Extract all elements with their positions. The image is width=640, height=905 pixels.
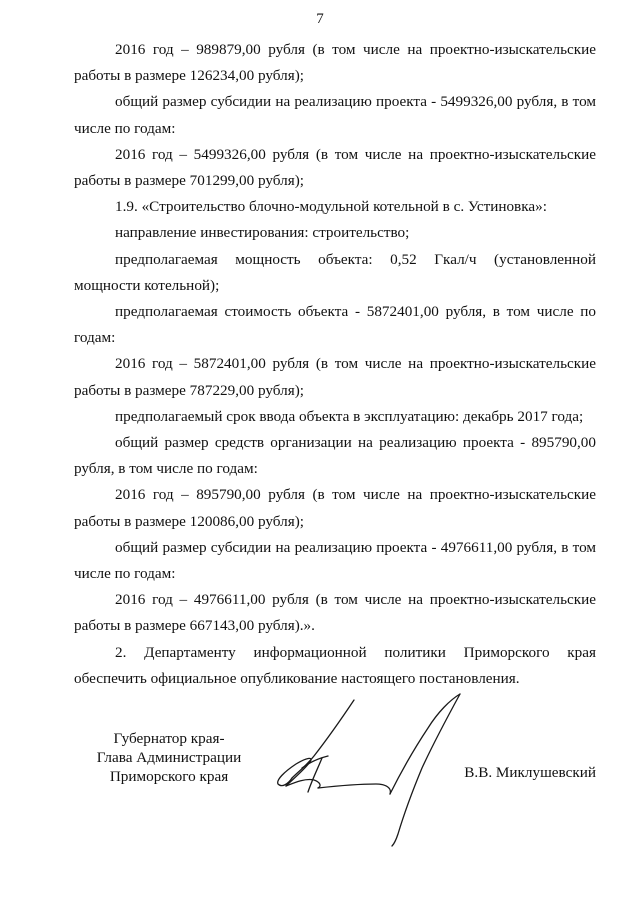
paragraph-estimated-cost: предполагаемая стоимость объекта - 5872401,00 рубля, в том числе по годам: (74, 303, 596, 347)
paragraph-investment-direction: направление инвестирования: строительство; (115, 224, 410, 242)
paragraph-2016-subsidy-2: 2016 год – 4976611,00 рубля (в том числе на проектно-изыскательские работы в размере 667143,00 рубля).». (74, 591, 596, 635)
paragraph-2016-cost: 2016 год – 5872401,00 рубля (в том числе на проектно-изыскательские работы в размере 787229,00 рубля); (74, 355, 596, 399)
paragraph-capacity: предполагаемая мощность объекта: 0,52 Гкал/ч (установленной мощности котельной); (74, 250, 596, 294)
signatory-title-line-3: Приморского края (109, 768, 229, 785)
document-body (74, 37, 596, 692)
paragraph-organization-funds: общий размер средств организации на реализацию проекта - 895790,00 рубля, в том числе по годам: (74, 434, 596, 478)
paragraph-subsidy-total-2: общий размер субсидии на реализацию проекта - 4976611,00 рубля, в том числе по годам: (74, 538, 596, 583)
signatory-title-line-2: Глава Администрации (96, 749, 242, 766)
paragraph-2016-organization-funds: 2016 год – 895790,00 рубля (в том числе на проектно-изыскательские работы в размере 120086,00 рубля); (74, 486, 596, 530)
paragraph-publication-order: 2. Департаменту информационной политики Приморского края обеспечить официальное опубликование настоящего постановления. (74, 643, 596, 687)
paragraph-project-heading: 1.9. «Строительство блочно-модульной котельной в с. Устиновка»: (115, 198, 547, 216)
paragraph-2016-funding-1: 2016 год – 989879,00 рубля (в том числе на проектно-изыскательские работы в размере 126234,00 рубля); (74, 41, 596, 85)
paragraph-subsidy-total-1: общий размер субсидии на реализацию проекта - 5499326,00 рубля, в том числе по годам: (74, 93, 596, 137)
signatory-title (74, 729, 264, 786)
page-number: 7 (316, 11, 324, 27)
handwritten-signature (262, 688, 482, 858)
paragraph-2016-subsidy-1: 2016 год – 5499326,00 рубля (в том числе на проектно-изыскательские работы в размере 701299,00 рубля); (74, 145, 596, 190)
signatory-title-line-1: Губернатор края- (113, 730, 225, 747)
paragraph-commissioning-date: предполагаемый срок ввода объекта в эксплуатацию: декабрь 2017 года; (115, 407, 584, 425)
signer-name: В.В. Миклушевский (464, 764, 596, 781)
